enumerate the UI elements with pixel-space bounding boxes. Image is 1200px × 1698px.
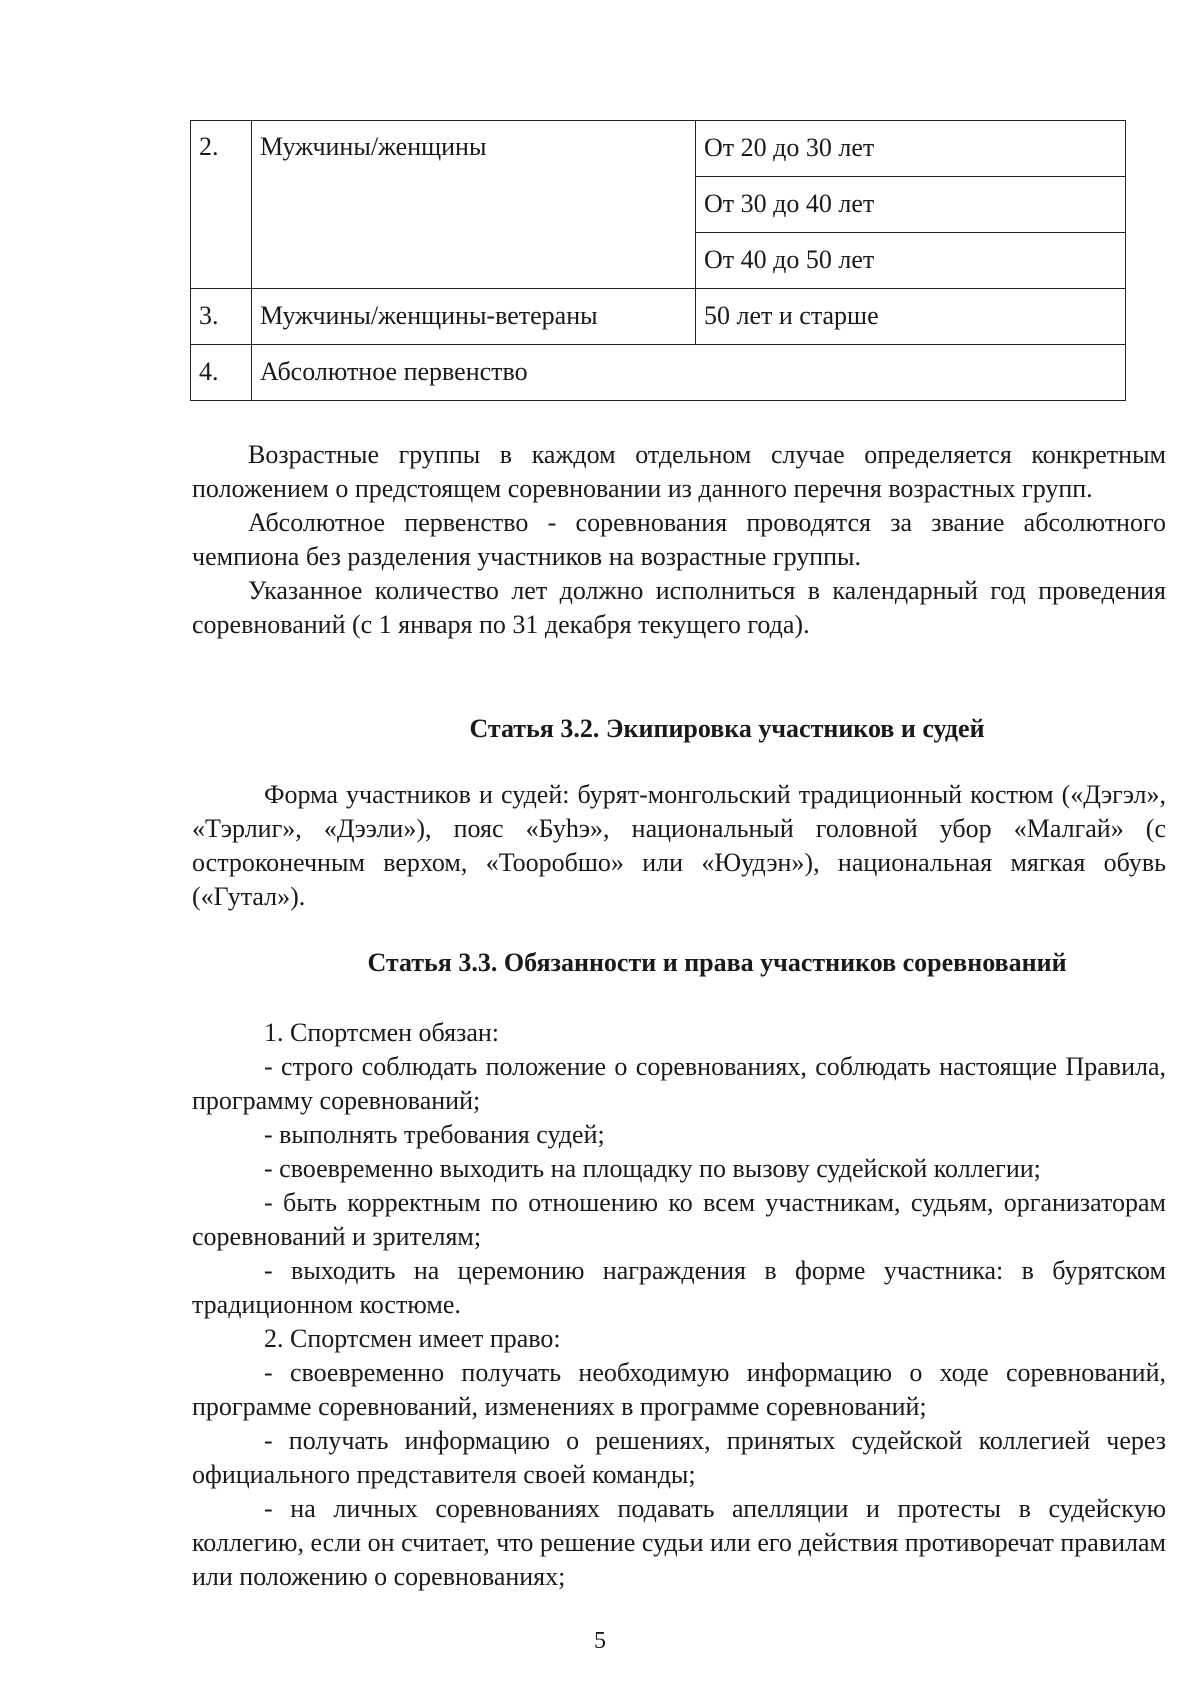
page-number: 5 (594, 1628, 606, 1654)
row-age-range: 50 лет и старше (696, 289, 1126, 345)
row-age-range: От 30 до 40 лет (696, 177, 1126, 233)
row-number: 3. (191, 289, 252, 345)
list-item: - своевременно выходить на площадку по вызову судейской коллегии; (264, 1154, 1041, 1183)
list-item: - быть корректным по отношению ко всем участникам, судьям, организаторам соревнований и зрителям; (192, 1188, 1166, 1251)
list-item: - на личных соревнованиях подавать апелляции и протесты в судейскую коллегию, если он считает, что решение судьи или его действия противоречат правилам или положению о соревнованиях; (192, 1494, 1166, 1591)
row-category: Мужчины/женщины-ветераны (252, 289, 696, 345)
row-number: 2. (191, 121, 252, 289)
section-3-3-text (192, 1016, 1166, 1594)
section-3-2-text (192, 778, 1166, 914)
paragraph: Абсолютное первенство - соревнования проводятся за звание абсолютного чемпиона без разделения участников на возрастные группы. (192, 508, 1166, 571)
duties-title: 1. Спортсмен обязан: (264, 1018, 500, 1047)
row-age-range: От 40 до 50 лет (696, 233, 1126, 289)
rights-title: 2. Спортсмен имеет право: (264, 1324, 561, 1353)
row-number: 4. (191, 345, 252, 401)
paragraph: Возрастные группы в каждом отдельном случае определяется конкретным положением о предстоящем соревновании из данного перечня возрастных групп. (192, 440, 1166, 503)
table-row (191, 121, 1126, 177)
list-item: - выходить на церемонию награждения в форме участника: в бурятском традиционном костюме. (192, 1256, 1166, 1319)
list-item: - получать информацию о решениях, принятых судейской коллегией через официального представителя своей команды; (192, 1426, 1166, 1489)
row-category: Мужчины/женщины (252, 121, 696, 289)
row-age-range: От 20 до 30 лет (696, 121, 1126, 177)
section-heading-3-3: Статья 3.3. Обязанности и права участников соревнований (367, 948, 1067, 977)
paragraph: Форма участников и судей: бурят-монгольский традиционный костюм («Дэгэл», «Тэрлиг», «Дээли»), пояс «Буhэ», национальный головной убор «Малгай» (с остроконечным верхом, «Тооробшо» или «Юудэн»), национальная мягкая обувь («Гутал»). (192, 780, 1166, 911)
intro-text (192, 438, 1166, 642)
paragraph: Указанное количество лет должно исполниться в календарный год проведения соревнований (с 1 января по 31 декабря текущего года). (192, 576, 1166, 639)
table-row (191, 289, 1126, 345)
section-heading-3-2: Статья 3.2. Экипировка участников и судей (469, 714, 985, 743)
row-category: Абсолютное первенство (252, 345, 1126, 401)
list-item: - строго соблюдать положение о соревнованиях, соблюдать настоящие Правила, программу соревнований; (192, 1052, 1166, 1115)
age-groups-table (190, 120, 1126, 401)
list-item: - выполнять требования судей; (264, 1120, 605, 1149)
list-item: - своевременно получать необходимую информацию о ходе соревнований, программе соревнований, изменениях в программе соревнований; (192, 1358, 1166, 1421)
table-row (191, 345, 1126, 401)
